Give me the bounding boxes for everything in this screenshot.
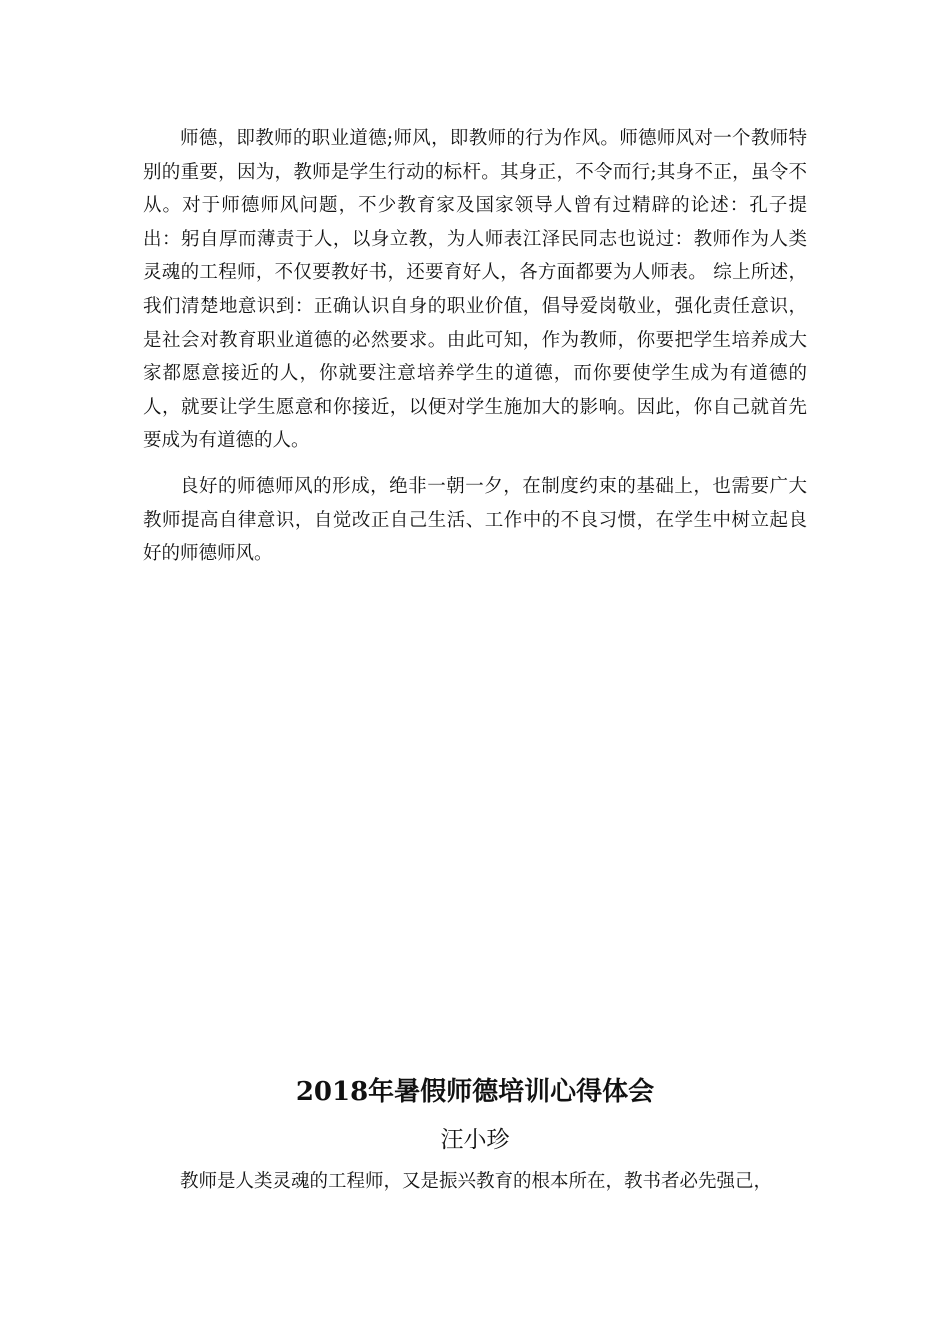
body-paragraph-3: 教师是人类灵魂的工程师，又是振兴教育的根本所在，教书者必先强己， [180, 1171, 773, 1192]
body-paragraph-2: 良好的师德师风的形成，绝非一朝一夕，在制度约束的基础上，也需要广大教师提高自律意识，自觉改正自己生活、工作中的不良习惯，在学生中树立起良好的师德师风。 [143, 476, 807, 565]
author-name: 汪小珍 [440, 1127, 510, 1153]
article-title: 2018年暑假师德培训心得体会 [295, 1077, 655, 1107]
body-paragraph-1: 师德，即教师的职业道德;师风，即教师的行为作风。师德师风对一个教师特别的重要，因为，教师是学生行动的标杆。其身正，不令而行;其身不正，虽令不从。对于师德师风问题，不少教育家及国家领导人曾有过精辟的论述：孔子提出：躬自厚而薄责于人，以身立教，为人师表江泽民同志也说过：教师作为人类灵魂的工程师，不仅要教好书，还要育好人，各方面都要为人师表。 综上所述，我们清楚地意识到：正确认识自身的职业价值，倡导爱岗敬业，强化责任意识，是社会对教育职业道德的必然要求。由此可知，作为教师，你要把学生培养成大家都愿意接近的人，你就要注意培养学生的道德，而你要使学生成为有道德的人，就要让学生愿意和你接近，以便对学生施加大的影响。因此，你自己就首先要成为有道德的人。 [143, 128, 807, 452]
